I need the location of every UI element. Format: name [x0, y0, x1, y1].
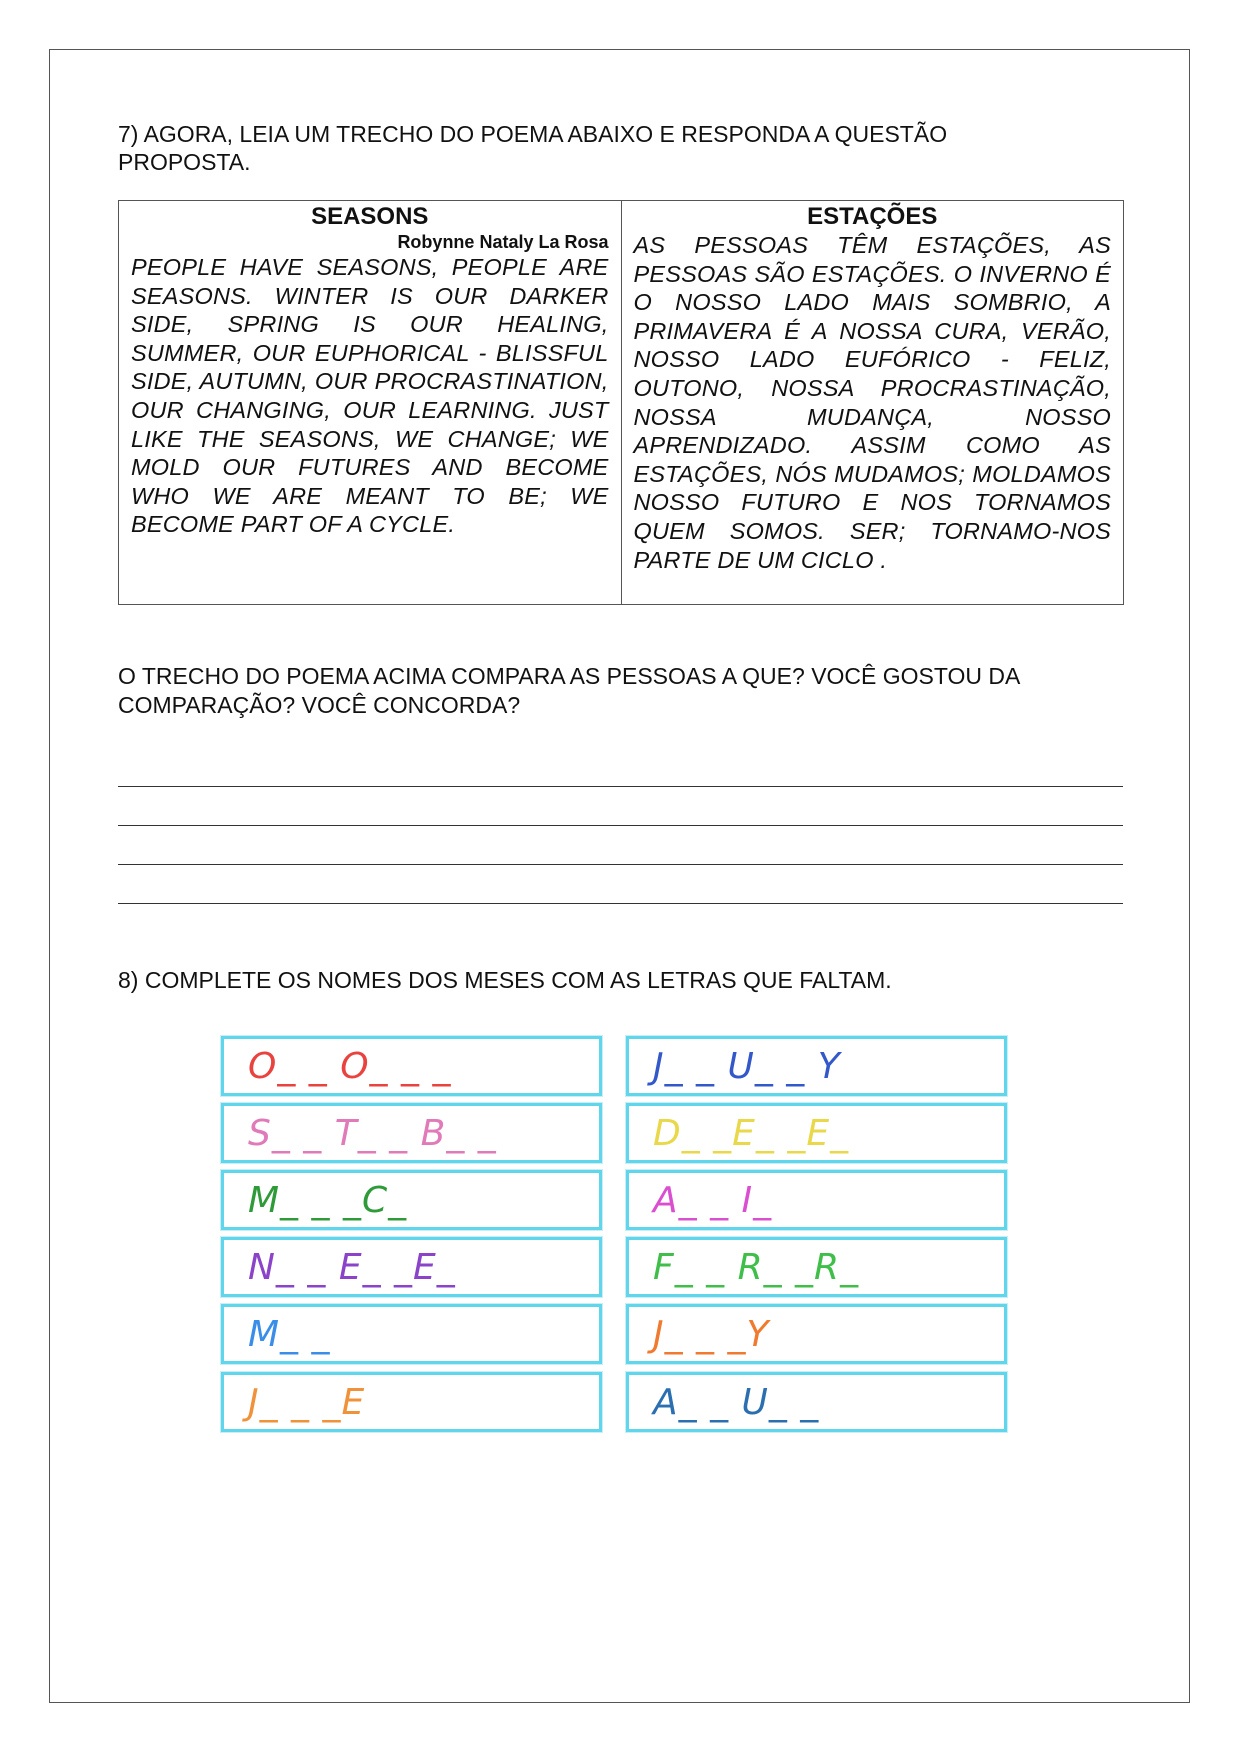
month-pattern: F_ _ R_ _R_	[653, 1246, 860, 1288]
month-box[interactable]	[626, 1170, 1007, 1230]
month-box[interactable]	[221, 1372, 602, 1432]
question-8: 8) COMPLETE OS NOMES DOS MESES COM AS LETRAS QUE FALTAM.	[118, 967, 892, 993]
month-pattern: A_ _ I_	[653, 1179, 773, 1221]
month-pattern: D_ _E_ _E_	[653, 1112, 850, 1154]
answer-line[interactable]	[118, 903, 1123, 904]
answer-line[interactable]	[118, 786, 1123, 787]
portuguese-poem-title: ESTAÇÕES	[807, 203, 938, 230]
english-poem-text: PEOPLE HAVE SEASONS, PEOPLE ARE SEASONS. WINTER IS OUR DARKER SIDE, SPRING IS OUR HEALING, SUMMER, OUR EUPHORICAL - BLISSFUL SIDE, AUTUMN, OUR PROCRASTINATION, OUR CHANGING, OUR LEARNING. JUST LIKE THE SEASONS, WE CHANGE; WE MOLD OUR FUTURES AND BECOME WHO WE ARE MEANT TO BE; WE BECOME PART OF A CYCLE.	[131, 254, 609, 538]
month-pattern: M_ _ _C_	[248, 1179, 408, 1221]
month-box[interactable]	[221, 1170, 602, 1230]
month-pattern: O_ _ O_ _ _	[248, 1045, 452, 1087]
question-7	[118, 120, 1118, 176]
comprehension-line-1: O TRECHO DO POEMA ACIMA COMPARA AS PESSOAS A QUE? VOCÊ GOSTOU DA	[118, 663, 1021, 689]
month-box[interactable]	[626, 1237, 1007, 1297]
month-box[interactable]	[221, 1103, 602, 1163]
month-pattern: J_ _ U_ _ Y	[653, 1045, 841, 1087]
poem-author: Robynne Nataly La Rosa	[397, 232, 609, 252]
month-box[interactable]	[626, 1372, 1007, 1432]
month-pattern: J_ _ _Y	[653, 1313, 770, 1355]
question-7-line-2: PROPOSTA.	[118, 149, 251, 175]
month-box[interactable]	[626, 1036, 1007, 1096]
comprehension-line-2: COMPARAÇÃO? VOCÊ CONCORDA?	[118, 692, 521, 718]
portuguese-poem-cell	[621, 201, 1124, 605]
month-pattern: N_ _ E_ _E_	[248, 1246, 456, 1288]
month-pattern: A_ _ U_ _	[653, 1381, 820, 1423]
month-pattern: M_ _	[248, 1313, 331, 1355]
question-7-line-1: 7) AGORA, LEIA UM TRECHO DO POEMA ABAIXO E RESPONDA A QUESTÃO	[118, 121, 948, 147]
month-box[interactable]	[626, 1103, 1007, 1163]
month-pattern: S_ _ T_ _ B_ _	[248, 1112, 497, 1154]
portuguese-poem-text: AS PESSOAS TÊM ESTAÇÕES, AS PESSOAS SÃO ESTAÇÕES. O INVERNO É O NOSSO LADO MAIS SOMBRIO, A PRIMAVERA É A NOSSA CURA, VERÃO, NOSSO LADO EUFÓRICO - FELIZ, OUTONO, NOSSA PROCRASTINAÇÃO, NOSSA MUDANÇA, NOSSO APRENDIZADO. ASSIM COMO AS ESTAÇÕES, NÓS MUDAMOS; MOLDAMOS NOSSO FUTURO E NOS TORNAMOS QUEM SOMOS. SER; TORNAMO-NOS PARTE DE UM CICLO .	[633, 232, 1111, 573]
month-pattern: J_ _ _E	[248, 1381, 366, 1423]
english-poem-cell	[119, 201, 622, 605]
month-box[interactable]	[221, 1036, 602, 1096]
english-poem-title: SEASONS	[311, 203, 429, 230]
month-box[interactable]	[221, 1237, 602, 1297]
comprehension-question	[118, 662, 1128, 720]
month-box[interactable]	[626, 1304, 1007, 1364]
month-box[interactable]	[221, 1304, 602, 1364]
answer-line[interactable]	[118, 864, 1123, 865]
answer-line[interactable]	[118, 825, 1123, 826]
poem-table	[118, 200, 1124, 605]
